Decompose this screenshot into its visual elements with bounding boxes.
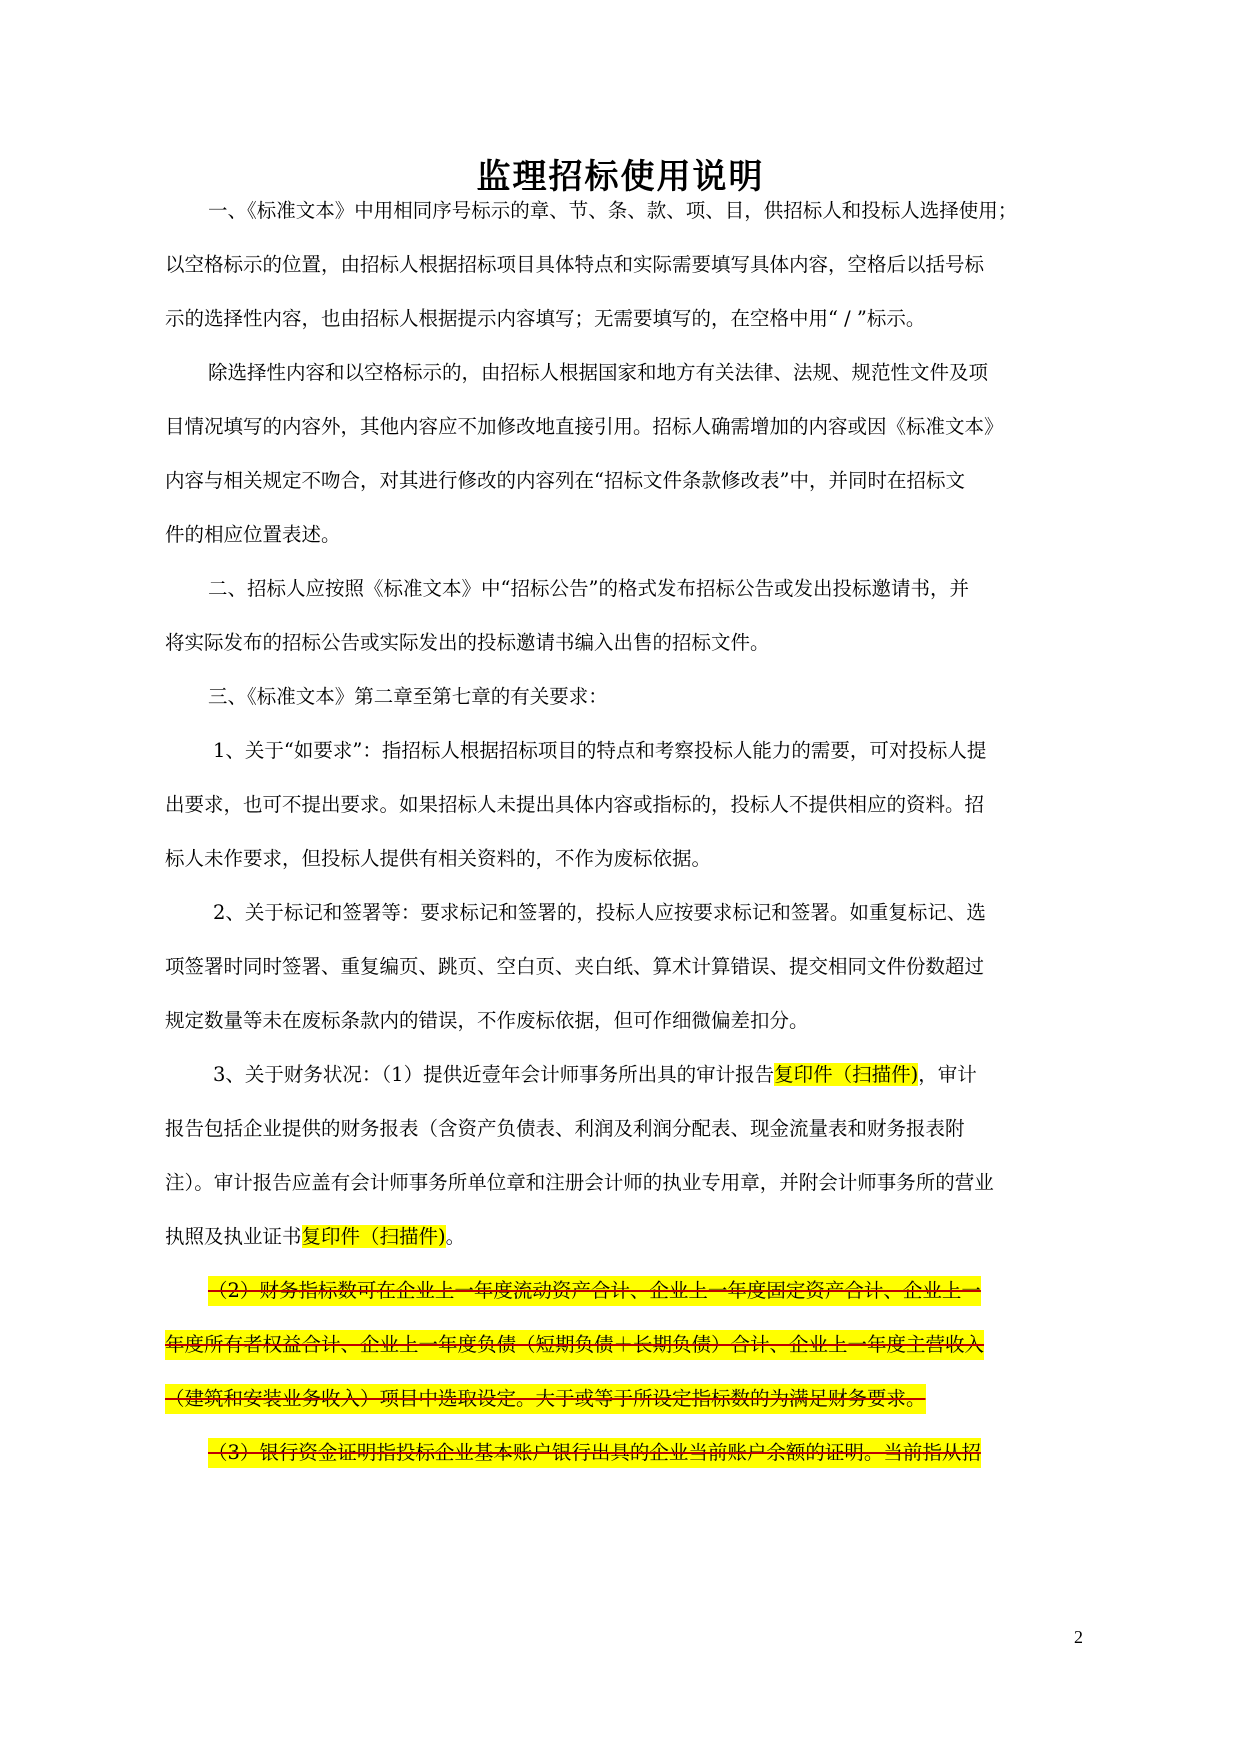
finance-line: 报告包括企业提供的财务报表（含资产负债表、利润及利润分配表、现金流量表和财务报表附 <box>165 1117 965 1140</box>
paragraph-line: 除选择性内容和以空格标示的，由招标人根据国家和地方有关法律、法规、规范性文件及项 <box>208 361 989 384</box>
highlighted-text: 复印件（扫描件) <box>774 1063 919 1086</box>
finance-line: 注）。审计报告应盖有会计师事务所单位章和注册会计师的执业专用章，并附会计师事务所的营业 <box>165 1171 994 1194</box>
paragraph-line: 1、关于“如要求”：指招标人根据招标项目的特点和考察投标人能力的需要，可对投标人提 <box>213 739 987 762</box>
paragraph-line: 2、关于标记和签署等：要求标记和签署的，投标人应按要求标记和签署。如重复标记、选 <box>213 901 986 924</box>
paragraph-line: 内容与相关规定不吻合，对其进行修改的内容列在“招标文件条款修改表”中，并同时在招标文 <box>165 469 965 492</box>
paragraph-line: 项签署时同时签署、重复编页、跳页、空白页、夹白纸、算术计算错误、提交相同文件份数超过 <box>165 955 985 978</box>
highlighted-text: 复印件（扫描件) <box>301 1225 446 1248</box>
paragraph-line: 出要求，也可不提出要求。如果招标人未提出具体内容或指标的，投标人不提供相应的资料。招 <box>165 793 985 816</box>
finance-text: 。 <box>445 1225 466 1248</box>
paragraph-line: 三、《标准文本》第二章至第七章的有关要求： <box>208 685 608 708</box>
finance-text: 3、关于财务状况：（1）提供近壹年会计师事务所出具的审计报告 <box>213 1063 775 1086</box>
paragraph-line: 规定数量等未在废标条款内的错误，不作废标依据，但可作细微偏差扣分。 <box>165 1009 809 1032</box>
paragraph-line: 标人未作要求，但投标人提供有相关资料的，不作为废标依据。 <box>165 847 712 870</box>
paragraph-line: 以空格标示的位置，由招标人根据招标项目具体特点和实际需要填写具体内容，空格后以括号标 <box>165 253 985 276</box>
deleted-line: （3）银行资金证明指投标企业基本账户银行出具的企业当前账户余额的证明。当前指从招 <box>208 1438 981 1468</box>
deleted-line: 年度所有者权益合计、企业上一年度负债（短期负债＋长期负债）合计、企业上一年度主营收入 <box>165 1330 984 1360</box>
finance-line <box>165 1222 465 1252</box>
paragraph-line: 二、招标人应按照《标准文本》中“招标公告”的格式发布招标公告或发出投标邀请书，并 <box>208 577 969 600</box>
page-number: 2 <box>1074 1627 1083 1647</box>
deleted-line: （2）财务指标数可在企业上一年度流动资产合计、企业上一年度固定资产合计、企业上一 <box>208 1276 981 1306</box>
deleted-line: （建筑和安装业务收入）项目中选取设定。大于或等于所设定指标数的为满足财务要求。 <box>165 1384 926 1414</box>
paragraph-line: 示的选择性内容，也由招标人根据提示内容填写；无需要填写的，在空格中用“ / ”标示。 <box>165 307 926 330</box>
paragraph-line: 目情况填写的内容外，其他内容应不加修改地直接引用。招标人确需增加的内容或因《标准文本》 <box>165 415 1004 438</box>
paragraph-line: 一、《标准文本》中用相同序号标示的章、节、条、款、项、目，供招标人和投标人选择使用； <box>208 199 1018 222</box>
paragraph-line: 将实际发布的招标公告或实际发出的投标邀请书编入出售的招标文件。 <box>165 631 770 654</box>
finance-line <box>213 1060 977 1090</box>
paragraph-line: 件的相应位置表述。 <box>165 523 341 546</box>
finance-text: ，审计 <box>918 1063 977 1086</box>
page-title: 监理招标使用说明 <box>476 157 765 197</box>
finance-text: 执照及执业证书 <box>165 1225 302 1248</box>
